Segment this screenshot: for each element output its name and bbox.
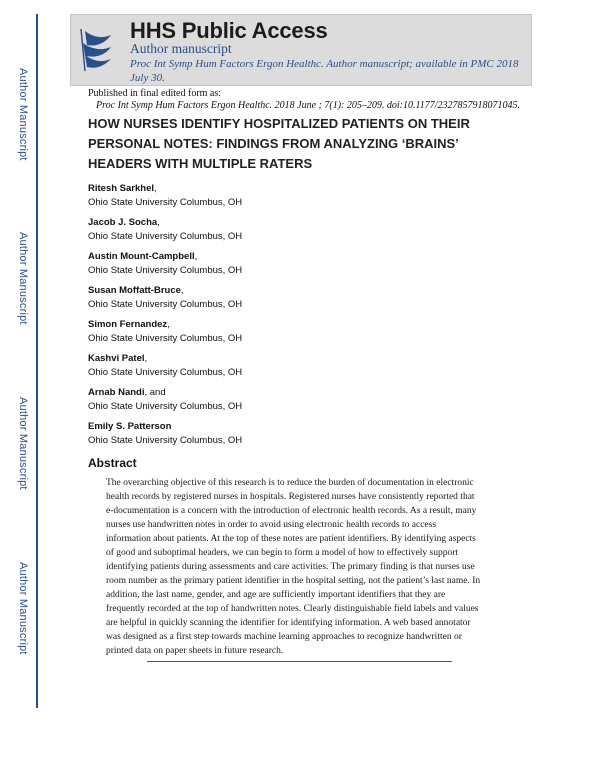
abstract-heading: Abstract [88,456,137,470]
paper-title: HOW NURSES IDENTIFY HOSPITALIZED PATIENTS ON THEIR PERSONAL NOTES: FINDINGS FROM ANALYZING ‘BRAINS’ HEADERS WITH MULTIPLE RATERS [88,116,470,171]
abstract-line: of good and suboptimal headers, we can begin to form a model of how to effectively support [106,548,459,558]
author-affiliation: Ohio State University Columbus, OH [88,265,243,276]
banner-citation: Proc Int Symp Hum Factors Ergon Healthc. Author manuscript; available in PMC 2018 July 30. [130,58,519,84]
hhs-eagle-logo-icon [79,23,115,73]
abstract-body [106,476,494,658]
publication-citation: Proc Int Symp Hum Factors Ergon Healthc. 2018 June ; 7(1): 205–209. doi:10.1177/2327857918071045. [96,100,521,111]
margin-label-3: Author Manuscript [17,397,29,490]
author-entry: Arnab Nandi, and Ohio State University Columbus, OH [88,385,508,419]
margin-label-4: Author Manuscript [17,562,29,655]
author-list [88,181,508,453]
author-affiliation: Ohio State University Columbus, OH [88,401,243,412]
abstract-line: addition, the last name, gender, and age are sufficiently important identifiers that they are [106,590,446,600]
author-name: Emily S. Patterson [88,421,172,432]
abstract-line: frequently recorded at the top of handwritten notes. Clearly distinguishable field labels and values [106,604,479,614]
author-name: Austin Mount-Campbell [88,251,195,262]
author-affiliation: Ohio State University Columbus, OH [88,197,243,208]
abstract-end-rule [147,661,452,662]
author-entry [88,419,508,453]
abstract-line: e-documentation is a concern with the introduction of electronic health records. As a result, many [106,506,477,516]
author-entry: Ritesh Sarkhel, Ohio State University Columbus, OH [88,181,508,215]
author-name: Susan Moffatt-Bruce [88,285,181,296]
abstract-line: The overarching objective of this research is to reduce the burden of documentation in electronic [106,478,474,488]
published-note: Published in final edited form as: [88,88,222,99]
abstract-line: are helpful in quickly scanning the identifier for identifying information. A web based annotator [106,618,471,628]
author-affiliation: Ohio State University Columbus, OH [88,333,243,344]
author-name: Jacob J. Socha [88,217,158,228]
abstract-line: was designed as a first step towards machine learning approaches to recognize handwritten or [106,632,462,642]
abstract-line: information about patients. At the top of these notes are patient identifiers. By identifying aspects [106,534,476,544]
author-name: Simon Fernandez [88,319,168,330]
author-name: Ritesh Sarkhel [88,183,154,194]
author-affiliation: Ohio State University Columbus, OH [88,299,243,310]
margin-rule [36,14,38,708]
abstract-line: health records by registered nurses in hospitals. Registered nurses have consistently reported that [106,492,475,502]
author-name: Arnab Nandi [88,387,145,398]
author-entry: Austin Mount-Campbell, Ohio State University Columbus, OH [88,249,508,283]
abstract-line: room number as the primary patient identifier in the hospital setting, not the patient’s last name. In [106,576,481,586]
abstract-line: printed data on paper sheets in future research. [106,646,284,656]
banner-subtitle: Author manuscript [130,41,232,56]
author-entry: Kashvi Patel, Ohio State University Columbus, OH [88,351,508,385]
author-affiliation: Ohio State University Columbus, OH [88,231,243,242]
hhs-banner [70,14,532,86]
abstract-line: nurses use handwritten notes in order to avoid using electronic health records to access [106,520,437,530]
author-affiliation: Ohio State University Columbus, OH [88,435,243,446]
author-entry: Susan Moffatt-Bruce, Ohio State University Columbus, OH [88,283,508,317]
author-entry: Jacob J. Socha, Ohio State University Columbus, OH [88,215,508,249]
author-name: Kashvi Patel [88,353,145,364]
banner-title: HHS Public Access [130,18,328,43]
author-affiliation: Ohio State University Columbus, OH [88,367,243,378]
margin-label-2: Author Manuscript [17,232,29,325]
author-entry: Simon Fernandez, Ohio State University Columbus, OH [88,317,508,351]
margin-label-1: Author Manuscript [17,68,29,161]
abstract-line: identifying patients during assessments and care activities. The primary finding is that nurses use [106,562,475,572]
